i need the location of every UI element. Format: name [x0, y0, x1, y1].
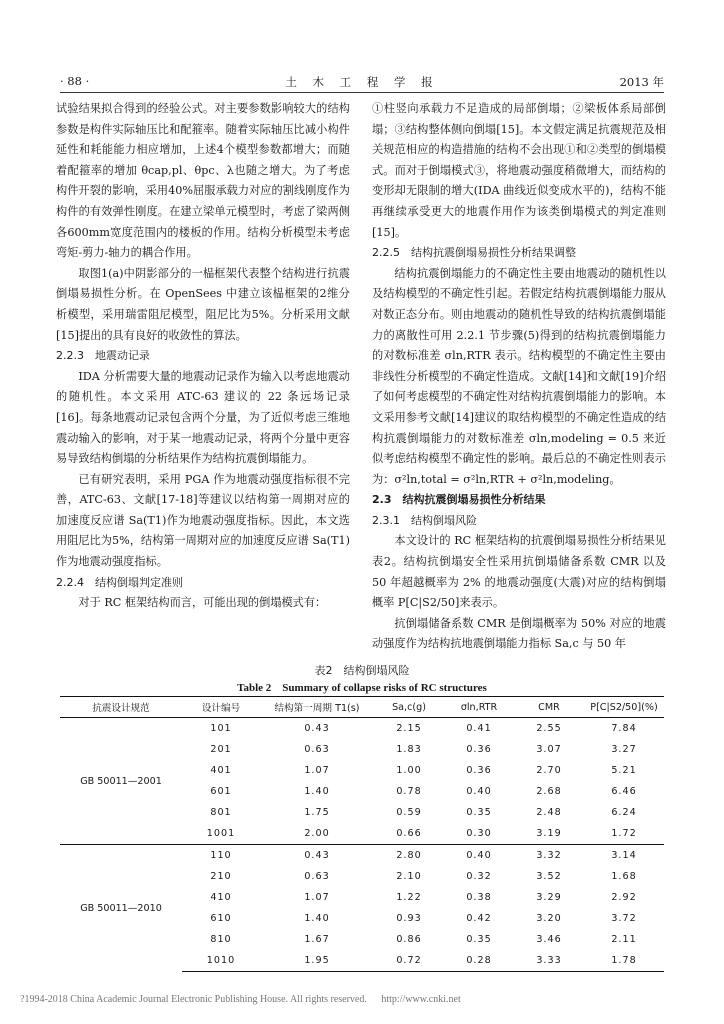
- paragraph: 取图1(a)中阴影部分的一榀框架代表整个结构进行抗震倒塌易损性分析。在 OpenSees 中建立该榀框架的2维分析模型，采用瑞雷阻尼模型，阻尼比为5%。分析采用文献[15]提出的具有良好的收敛性的算法。: [56, 266, 350, 342]
- table-cell: 801: [210, 807, 232, 818]
- paragraph: 已有研究表明，采用 PGA 作为地震动强度指标很不完善，ATC-63、文献[17-18]等建议以结构第一周期对应的加速度反应谱 Sa(T1)作为地震动强度指标。因此，本文选用阻尼比为5%，结构第一周期对应的加速度反应谱 Sa(T1)作为地震动强度指标。: [56, 472, 350, 569]
- table-cell: 3.14: [584, 845, 664, 867]
- table-cell: 0.40: [444, 845, 514, 867]
- section-heading: 2.2.3 地震动记录: [56, 349, 150, 363]
- column-header: Sa,c(g): [374, 697, 444, 718]
- paragraph: 对于 RC 框架结构而言，可能出现的倒塌模式有：: [78, 596, 327, 610]
- table-cell: 0.40: [466, 786, 492, 797]
- table-cell: 0.35: [466, 934, 492, 945]
- table-cell: 1.07: [304, 892, 330, 903]
- table-body: [60, 718, 664, 972]
- table-cell: 1.95: [260, 950, 374, 972]
- year: 2013 年: [619, 75, 664, 89]
- section-heading: 2.3.1 结构倒塌风险: [372, 513, 477, 527]
- table-cell: 0.86: [396, 934, 422, 945]
- table-cell: 0.28: [444, 950, 514, 972]
- table-cell: 0.41: [444, 718, 514, 740]
- table-cell: 1.68: [611, 871, 637, 882]
- section-heading: 2.2.5 结构抗震倒塌易损性分析结果调整: [372, 246, 576, 260]
- paragraph: ①柱竖向承载力不足造成的局部倒塌；②梁板体系局部倒塌；③结构整体侧向倒塌[15]。本文假定满足抗震规范及相关规范相应的构造措施的结构不会出现①和②类型的倒塌模式。而对于倒塌模式③，将地震动强度稍微增大，而结构的变形却无限制的增大(IDA 曲线近似变成水平的)，结构不能再继续承受更大的地震作用作为该类倒塌模式的判定准则[15]。: [372, 102, 666, 239]
- table-cell: 2.48: [536, 807, 562, 818]
- table-cell: 2.92: [611, 892, 637, 903]
- table-cell: 2.10: [396, 871, 422, 882]
- column-header: P[C|S2/50](%): [584, 697, 664, 718]
- table-cell: 3.29: [536, 892, 562, 903]
- table-cell: 0.93: [396, 913, 422, 924]
- table-cell: 3.46: [536, 934, 562, 945]
- table-cell: 5.21: [611, 765, 637, 776]
- table-cell: 0.38: [466, 892, 492, 903]
- column-header: 设计编号: [182, 697, 260, 718]
- table-cell: 1.83: [396, 744, 422, 755]
- table-cell: 210: [210, 871, 232, 882]
- table-cell: 810: [210, 934, 232, 945]
- header-rule: [60, 92, 664, 93]
- table-cell: 601: [210, 786, 232, 797]
- table-caption-en: Table 2 Summary of collapse risks of RC structures: [237, 682, 487, 694]
- running-header: [60, 74, 664, 92]
- table-cell: 201: [210, 744, 232, 755]
- table-cell: 110: [182, 845, 260, 867]
- journal-title: 土 木 工 程 学 报: [285, 75, 439, 89]
- table-cell: 2.00: [304, 828, 330, 839]
- column-header: 抗震设计规范: [60, 697, 182, 718]
- paragraph: 试验结果拟合得到的经验公式。对主要参数影响较大的结构参数是构件实际轴压比和配箍率。随着实际轴压比减小构件延性和耗能能力相应增加，上述4个模型参数都增大；而随着配箍率的增加 θcap,pl、θpc、λ也随之增大。为了考虑构件开裂的影响，采用40%屈服承载力对应的割线刚度作为构件的有效弹性刚度。在建立梁单元模型时，考虑了梁两侧各600mm宽度范围内的楼板的作用。结构分析模型未考虑弯矩-剪力-轴力的耦合作用。: [56, 102, 350, 260]
- table-cell: 1.40: [304, 786, 330, 797]
- table-cell: 610: [210, 913, 232, 924]
- table-cell: 410: [210, 892, 232, 903]
- table-cell: 3.33: [514, 950, 584, 972]
- table-cell: 2.11: [611, 934, 637, 945]
- table-cell: 3.19: [536, 828, 562, 839]
- copyright-notice: ?1994-2018 China Academic Journal Electronic Publishing House. All rights reserved.: [20, 994, 367, 1005]
- table-cell: 0.59: [396, 807, 422, 818]
- table-cell: 3.72: [611, 913, 637, 924]
- table-cell: 1.72: [611, 828, 637, 839]
- table-cell: 401: [210, 765, 232, 776]
- left-column: [56, 99, 350, 614]
- table-cell: 2.80: [374, 845, 444, 867]
- section-heading: 2.2.4 结构倒塌判定准则: [56, 575, 183, 589]
- paragraph: IDA 分析需要大量的地震动记录作为输入以考虑地震动的随机性。本文采用 ATC-63 建议的 22 条远场记录[16]。每条地震动记录包含两个分量，为了近似考虑三维地震动输入的影响，对于某一地震动记录，将两个分量中更容易导致结构倒塌的分析结果作为结构抗震倒塌能力。: [56, 369, 350, 466]
- table-cell: 0.32: [466, 871, 492, 882]
- table-cell: 6.24: [611, 807, 637, 818]
- footer-url: http://www.cnki.net: [381, 994, 461, 1005]
- column-header: CMR: [514, 697, 584, 718]
- table-cell: 7.84: [584, 718, 664, 740]
- table-cell: 0.42: [466, 913, 492, 924]
- table-cell: 0.78: [396, 786, 422, 797]
- column-header: 结构第一周期 T1(s): [260, 697, 374, 718]
- table-cell: 3.07: [536, 744, 562, 755]
- table-cell: 3.52: [536, 871, 562, 882]
- table-cell: 3.20: [536, 913, 562, 924]
- table-cell: 2.68: [536, 786, 562, 797]
- paragraph: 结构抗震倒塌能力的不确定性主要由地震动的随机性以及结构模型的不确定性引起。若假定结构抗震倒塌能力服从对数正态分布。则由地震动的随机性导致的结构抗震倒塌能力的离散性可用 2.2.1 节步骤(5)得到的结构抗震倒塌能力的对数标准差 σln,RTR 表示。结构模型的不确定性主要由非线性分析模型的不确定性造成。文献[14]和文献[19]介绍了如何考虑模型的不确定性对结构抗震倒塌能力的影响。本文采用参考文献[14]建议的取结构模型的不确定性造成的结构抗震倒塌能力的对数标准差 σln,modeling = 0.5 来近似考虑结构模型不确定性的影响。最后总的不确定性则表示为：σ²ln,total = σ²ln,RTR + σ²ln,modeling。: [372, 266, 666, 486]
- table-cell: 2.15: [374, 718, 444, 740]
- column-header: σln,RTR: [444, 697, 514, 718]
- section-heading: 2.3 结构抗震倒塌易损性分析结果: [372, 493, 546, 507]
- table-cell: 1010: [182, 950, 260, 972]
- table-cell: 1.40: [304, 913, 330, 924]
- table-cell: 1.75: [304, 807, 330, 818]
- table-cell: 0.35: [466, 807, 492, 818]
- paragraph: 本文设计的 RC 框架结构的抗震倒塌易损性分析结果见表2。结构抗倒塌安全性采用抗倒塌储备系数 CMR 以及 50 年超越概率为 2% 的地震动强度(大震)对应的结构倒塌概率 P[C|S2/50]来表示。: [372, 534, 666, 610]
- design-code-cell: GB 50011—2010: [60, 845, 182, 972]
- table-cell: 0.43: [260, 845, 374, 867]
- table-cell: 0.72: [374, 950, 444, 972]
- footer: [20, 994, 720, 1005]
- table-cell: 1.67: [304, 934, 330, 945]
- table-cell: 0.63: [304, 744, 330, 755]
- paragraph: 抗倒塌储备系数 CMR 是倒塌概率为 50% 对应的地震动强度作为结构抗地震倒塌能力指标 Sa,c 与 50 年: [372, 616, 666, 651]
- table-caption-cn: 表2 结构倒塌风险: [314, 664, 410, 677]
- table-cell: 0.36: [466, 765, 492, 776]
- table-row: [60, 845, 664, 867]
- table-cell: 2.55: [514, 718, 584, 740]
- table-cell: 101: [182, 718, 260, 740]
- table-cell: 2.70: [536, 765, 562, 776]
- table-cell: 1.22: [396, 892, 422, 903]
- table-cell: 0.30: [466, 828, 492, 839]
- table-cell: 0.36: [466, 744, 492, 755]
- table-cell: 1.00: [396, 765, 422, 776]
- table-cell: 6.46: [611, 786, 637, 797]
- table-cell: 1.07: [304, 765, 330, 776]
- table-cell: 3.27: [611, 744, 637, 755]
- table-cell: 1001: [206, 828, 236, 839]
- table-cell: 3.32: [514, 845, 584, 867]
- page-number: · 88 ·: [60, 74, 90, 88]
- table-cell: 0.66: [396, 828, 422, 839]
- table-cell: 0.43: [260, 718, 374, 740]
- right-column: [372, 99, 666, 655]
- table-cell: 0.63: [304, 871, 330, 882]
- collapse-risk-table: [60, 696, 664, 972]
- table-cell: 1.78: [584, 950, 664, 972]
- table-row: [60, 718, 664, 740]
- design-code-cell: GB 50011—2001: [60, 718, 182, 845]
- table-header-row: [60, 697, 664, 718]
